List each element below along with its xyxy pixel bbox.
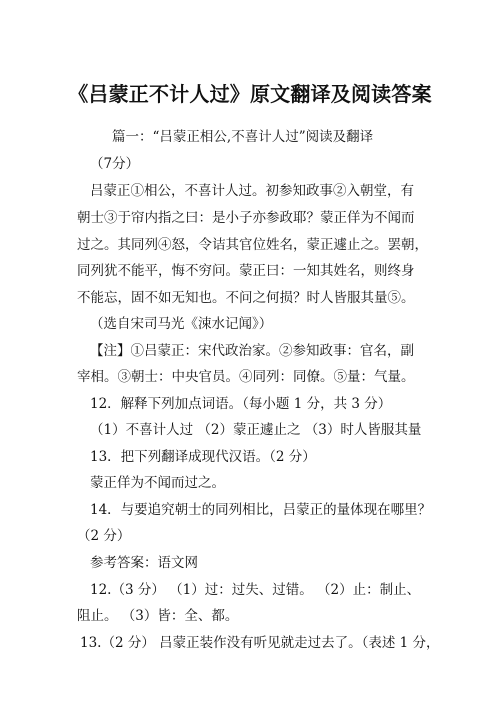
- note-line-2: 宰相。③朝士：中央官员。④同列：同僚。⑤量：气量。: [77, 369, 415, 385]
- question-14: 14．与要追究朝士的同列相比，吕蒙正的量体现在哪里？: [90, 502, 432, 518]
- answer-12-line-1: 12.（3 分） （1）过：过失、过错。 （2）止：制止、: [90, 582, 421, 598]
- answer-12-line-2: 阻止。 （3）皆：全、都。: [77, 608, 239, 624]
- question-13: 13．把下列翻译成现代汉语。（2 分）: [90, 449, 316, 465]
- question-13-text: 蒙正佯为不闻而过之。: [90, 475, 225, 491]
- note-line-1: 【注】①吕蒙正：宋代政治家。②参知政事：官名，副: [90, 343, 414, 359]
- source-line: （选自宋司马光《涑水记闻》）: [90, 316, 273, 332]
- text-line-5: 不能忘，固不如无知也。不问之何损？时人皆服其量⑤。: [77, 290, 415, 306]
- document-title: 《吕蒙正不计人过》原文翻译及阅读答案: [68, 82, 432, 106]
- text-line-2: 朝士③于帘内指之曰：是小子亦参政耶？蒙正佯为不闻而: [77, 210, 415, 226]
- text-line-1: 吕蒙正①相公，不喜计人过。初参知政事②入朝堂，有: [90, 183, 414, 199]
- answer-header: 参考答案：语文网: [90, 555, 198, 571]
- question-12: 12．解释下列加点词语。（每小题 1 分，共 3 分）: [90, 396, 392, 412]
- answer-13-line: 13.（2 分） 吕蒙正装作没有听见就走过去了。（表述 1 分，: [80, 635, 440, 651]
- text-line-3: 过之。其同列④怒，令诘其官位姓名，蒙正遽止之。罢朝，: [77, 237, 428, 253]
- question-12-items: （1）不喜计人过 （2）蒙正遽止之 （3）时人皆服其量: [90, 422, 422, 438]
- question-14-score: （2 分）: [77, 528, 131, 544]
- text-line-4: 同列犹不能平，悔不穷问。蒙正曰：一知其姓名，则终身: [77, 263, 415, 279]
- subtitle-line: 篇一：“吕蒙正相公,不喜计人过”阅读及翻译: [112, 129, 374, 145]
- score-line: （7分）: [90, 156, 140, 172]
